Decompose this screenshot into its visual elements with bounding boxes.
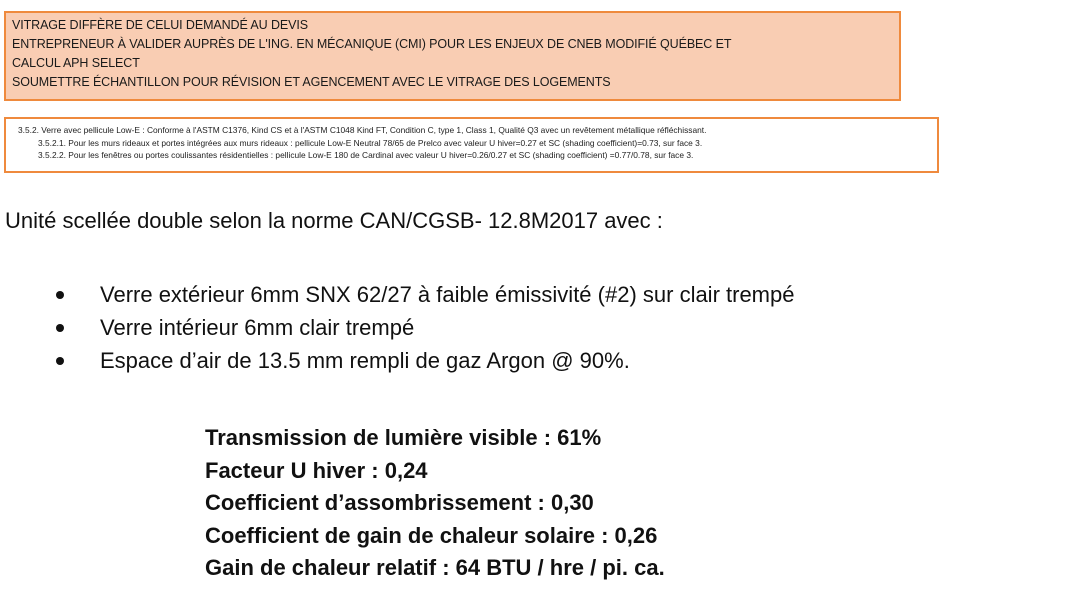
winter-u-factor: Facteur U hiver : 0,24 [205, 457, 428, 483]
bullet-icon [56, 357, 64, 365]
spec-clause-3-5-2-1: 3.5.2.1. Pour les murs rideaux et portes intégrées aux murs rideaux : pellicule Low-E Neutral 78/65 de Prelco avec valeur U hiver=0.27 et SC (shading coefficient)=0.73, sur face 3. [38, 137, 703, 148]
notice-line: VITRAGE DIFFÈRE DE CELUI DEMANDÉ AU DEVIS [12, 18, 308, 32]
notice-line: CALCUL APH SELECT [12, 56, 140, 70]
relative-heat-gain: Gain de chaleur relatif : 64 BTU / hre / pi. ca. [205, 555, 665, 580]
list-item [56, 311, 794, 344]
contractor-notice-box [4, 11, 901, 101]
bullet-icon [56, 324, 64, 332]
bullet-icon [56, 291, 64, 299]
notice-line: ENTREPRENEUR À VALIDER AUPRÈS DE L'ING. EN MÉCANIQUE (CMI) POUR LES ENJEUX DE CNEB MODIFIÉ QUÉBEC ET [12, 37, 732, 51]
spec-clause-3-5-2: 3.5.2. Verre avec pellicule Low-E : Conforme à l'ASTM C1376, Kind CS et à l'ASTM C1048 Kind FT, Condition C, type 1, Class 1, Qualité Q3 avec un revêtement métallique réfléchissant. [18, 125, 707, 135]
notice-line: SOUMETTRE ÉCHANTILLON POUR RÉVISION ET AGENCEMENT AVEC LE VITRAGE DES LOGEMENTS [12, 75, 611, 89]
spec-clause-3-5-2-2: 3.5.2.2. Pour les fenêtres ou portes coulissantes résidentielles : pellicule Low-E 180 de Cardinal avec valeur U hiver=0.26/0.27 et SC (shading coefficient) =0.77/0.78, sur face 3. [38, 150, 694, 160]
list-item-text: Verre extérieur 6mm SNX 62/27 à faible émissivité (#2) sur clair trempé [100, 281, 795, 307]
solar-heat-gain-coefficient: Coefficient de gain de chaleur solaire : 0,26 [205, 522, 658, 548]
visible-light-transmission: Transmission de lumière visible : 61% [205, 425, 602, 450]
sealed-unit-intro: Unité scellée double selon la norme CAN/CGSB- 12.8M2017 avec : [5, 208, 663, 233]
specification-excerpt-box [4, 117, 939, 173]
list-item-text: Espace d’air de 13.5 mm rempli de gaz Argon @ 90%. [100, 347, 630, 373]
performance-properties [205, 422, 665, 585]
list-item [56, 278, 794, 311]
list-item-text: Verre intérieur 6mm clair trempé [100, 314, 415, 340]
shading-coefficient: Coefficient d’assombrissement : 0,30 [205, 490, 594, 515]
list-item [56, 344, 794, 377]
glass-composition-list [56, 278, 794, 377]
